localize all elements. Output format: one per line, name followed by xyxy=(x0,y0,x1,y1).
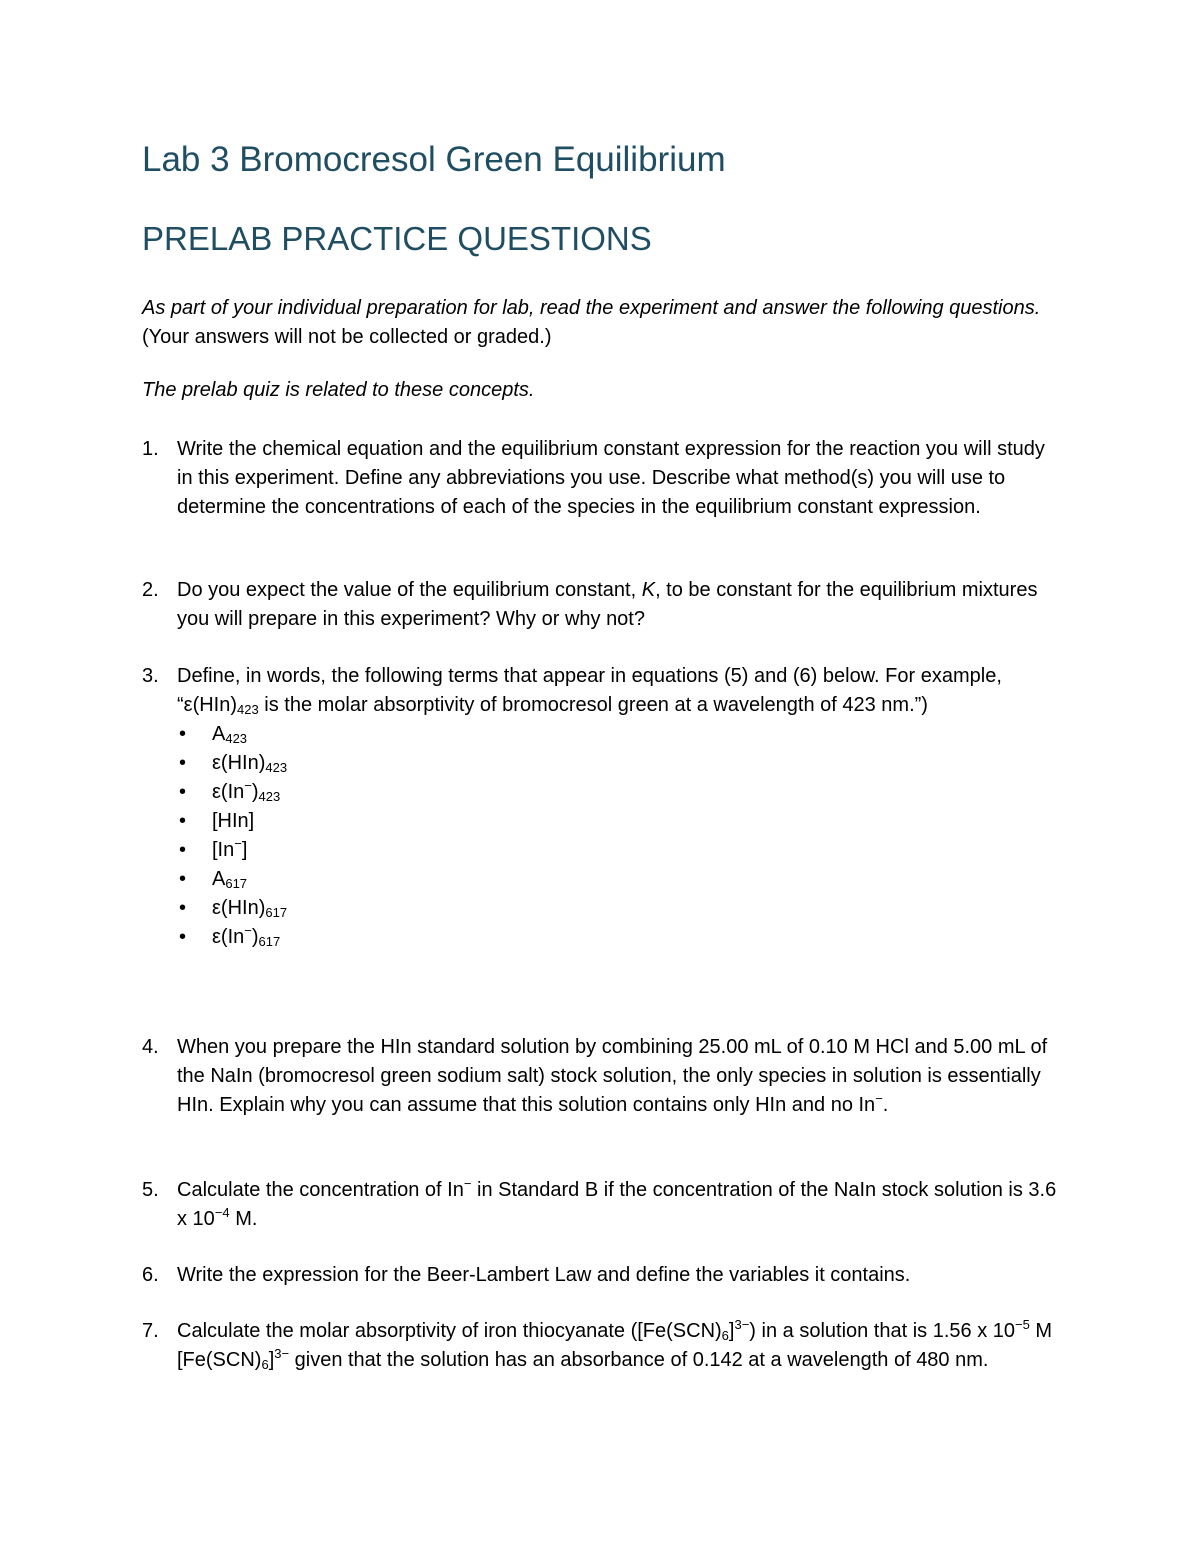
quiz-note xyxy=(142,379,534,402)
question-text: Write the chemical equation and the equilibrium constant expression for the reaction you will study in this experiment. Define any abbreviations you use. Describe what method(s) you will use to determine the concentrations of each of the species in the equilibrium constant expression. xyxy=(177,438,1045,518)
question-number: 7. xyxy=(142,1320,159,1342)
question-text-part: M [Fe(SCN) xyxy=(177,1320,1053,1371)
question-text-part: given that the solution has an absorbance of 0.142 at a wavelength of 480 nm. xyxy=(289,1349,989,1371)
question-7 xyxy=(142,1317,1062,1375)
question-text xyxy=(177,1033,1062,1120)
term-item: • $\varepsilon(HIn)_{423}$ xyxy=(177,749,1062,778)
term-item: • [In−] xyxy=(177,836,1062,865)
intro-plain: (Your answers will not be collected or graded.) xyxy=(142,326,552,348)
question-text xyxy=(177,576,1062,634)
question-text-part: in Standard B if the concentration of the NaIn stock solution is 3.6 x 10 xyxy=(177,1179,1057,1230)
superscript: − xyxy=(875,1091,883,1106)
superscript: −5 xyxy=(1015,1317,1030,1332)
superscript: −4 xyxy=(214,1205,230,1220)
question-text-part: ] xyxy=(728,1320,735,1342)
question-number: 4. xyxy=(142,1036,159,1058)
question-text xyxy=(177,1317,1062,1375)
quiz-note-text: The prelab quiz is related to these concepts. xyxy=(142,379,535,401)
intro-paragraph xyxy=(142,294,1062,352)
question-text-part: ] xyxy=(268,1349,275,1371)
question-number: 2. xyxy=(142,579,159,601)
question-text xyxy=(177,1176,1062,1234)
question-text-part: . xyxy=(882,1094,889,1116)
question-text-part: is the molar absorptivity of bromocresol green at a wavelength of 423 nm.”) xyxy=(258,694,928,716)
superscript: − xyxy=(463,1176,472,1191)
question-number: 3. xyxy=(142,665,159,687)
subscript: 6 xyxy=(721,1328,729,1343)
term-item: • $\varepsilon(In^-)_{617}$ xyxy=(177,923,1062,952)
subscript: 423 xyxy=(237,702,259,717)
question-1 xyxy=(142,435,1062,522)
question-text-part: Calculate the concentration of In xyxy=(177,1179,464,1201)
subscript: 6 xyxy=(261,1357,269,1372)
question-4 xyxy=(142,1033,1062,1120)
term-item: • $A_{423}$ xyxy=(177,720,1062,749)
question-number: 1. xyxy=(142,438,159,460)
intro-italic: As part of your individual preparation for lab, read the experiment and answer the following questions. xyxy=(142,297,1041,319)
question-text-part: Define, in words, the following terms that appear in equations (5) and (6) below. For example, “ε(HIn) xyxy=(177,665,1002,716)
question-text: Write the expression for the Beer-Lambert Law and define the variables it contains. xyxy=(177,1264,911,1286)
term-item: • $\varepsilon(HIn)_{617}$ xyxy=(177,894,1062,923)
superscript: 3− xyxy=(274,1346,290,1361)
question-text-part: , to be constant for the equilibrium mixtures you will prepare in this experiment? Why or why not? xyxy=(177,579,1038,630)
section-heading: PRELAB PRACTICE QUESTIONS xyxy=(142,220,652,257)
term-item: • $\varepsilon(In^-)_{423}$ xyxy=(177,778,1062,807)
page-title: Lab 3 Bromocresol Green Equilibrium xyxy=(142,140,726,179)
question-3 xyxy=(142,662,1062,952)
term-item: • $A_{617}$ xyxy=(177,865,1062,894)
term-item: • [HIn] xyxy=(177,807,1062,836)
superscript: 3− xyxy=(734,1317,750,1332)
question-text-part: Calculate the molar absorptivity of iron thiocyanate ([Fe(SCN) xyxy=(177,1320,722,1342)
question-text-part: When you prepare the HIn standard solution by combining 25.00 mL of 0.10 M HCl and 5.00 mL of the NaIn (bromocresol green sodium salt) stock solution, the only species in solution is essentially HIn. Explain why you can assume that this solution contains only HIn and no In xyxy=(177,1036,1048,1116)
question-text xyxy=(177,662,1062,720)
question-text-part: Do you expect the value of the equilibrium constant, xyxy=(177,579,642,601)
question-number: 6. xyxy=(142,1264,159,1286)
question-number: 5. xyxy=(142,1179,159,1201)
k-symbol: K xyxy=(641,579,656,601)
question-2 xyxy=(142,576,1062,634)
question-text-part: M. xyxy=(229,1208,258,1230)
question-6 xyxy=(142,1261,1062,1290)
question-5 xyxy=(142,1176,1062,1234)
term-list xyxy=(177,720,1062,952)
question-text-part: ) in a solution that is 1.56 x 10 xyxy=(749,1320,1016,1342)
